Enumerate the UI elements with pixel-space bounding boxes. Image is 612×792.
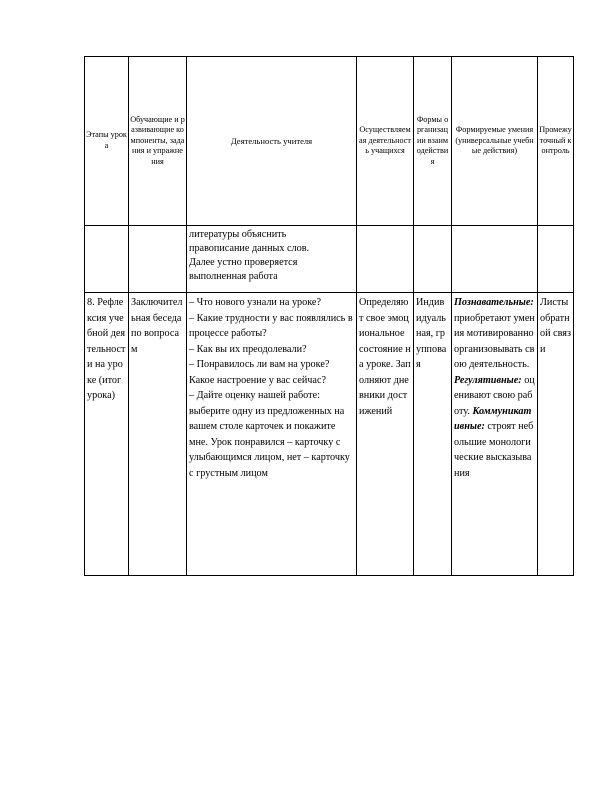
teacher-question: – Какие трудности у вас появлялись в процессе работы? [189,312,353,339]
text-line: Далее устно проверяется [189,257,298,268]
teacher-question: – Дайте оценку нашей работе: выберите одну из предложенных на вашем столе карточек и покажите мне. Урок понравился – карточку с улыбающимся лицом, нет – карточку с грустным лицом [189,390,350,479]
teacher-question: – Как вы их преодолевали? [189,343,307,355]
communicative-text: строят небольшие монологические высказывания [454,421,534,479]
student-activity-cell: Определяют свое эмоциональное состояние на уроке. Заполняют дневники достижений [357,293,414,576]
cell-empty [129,226,187,293]
communicative-label: Коммуникативные: [454,405,532,432]
header-student-activity: Осуществляемая деятельность учащихся [357,57,414,226]
reflection-row [85,293,574,576]
text-line: выполненная работа [189,271,278,282]
teacher-activity-cell [187,293,357,576]
header-tasks: Обучающие и развивающие компоненты, задания и упражнения [129,57,187,226]
continuation-row [85,226,574,293]
teacher-question: – Понравилось ли вам на уроке? Какое настроение у вас сейчас? [189,359,330,386]
cell-empty [357,226,414,293]
skills-cell [452,293,538,576]
control-cell: Листы обратной связи [538,293,574,576]
header-stage: Этапы урока [85,57,129,226]
teacher-question: – Что нового узнали на уроке? [189,297,321,308]
forms-cell: Индивидуальная, групповая [414,293,452,576]
continuation-teacher-cell [187,226,357,293]
lesson-plan-table [84,56,574,576]
cognitive-text: приобретают умения мотивированно организовывать свою деятельность. [454,312,535,370]
cell-empty [85,226,129,293]
cognitive-label: Познавательные: [454,297,534,308]
regulatory-label: Регулятивные: [454,374,522,386]
tasks-cell: Заключительная беседа по вопросам [129,293,187,576]
header-skills: Формируемые умения (универсальные учебные действия) [452,57,538,226]
header-forms: Формы организации взаимодействия [414,57,452,226]
cell-empty [538,226,574,293]
text-line: правописание данных слов. [189,243,310,254]
header-control: Промежуточный контроль [538,57,574,226]
text-line: литературы объяснить [189,229,287,240]
cell-empty [414,226,452,293]
header-row [85,57,574,226]
regulatory-text: оценивают свою работу. [454,374,535,417]
stage-cell: 8. Рефлексия учебной деятельности на уроке (итог урока) [85,293,129,576]
header-teacher-activity: Деятельность учителя [187,57,357,226]
cell-empty [452,226,538,293]
